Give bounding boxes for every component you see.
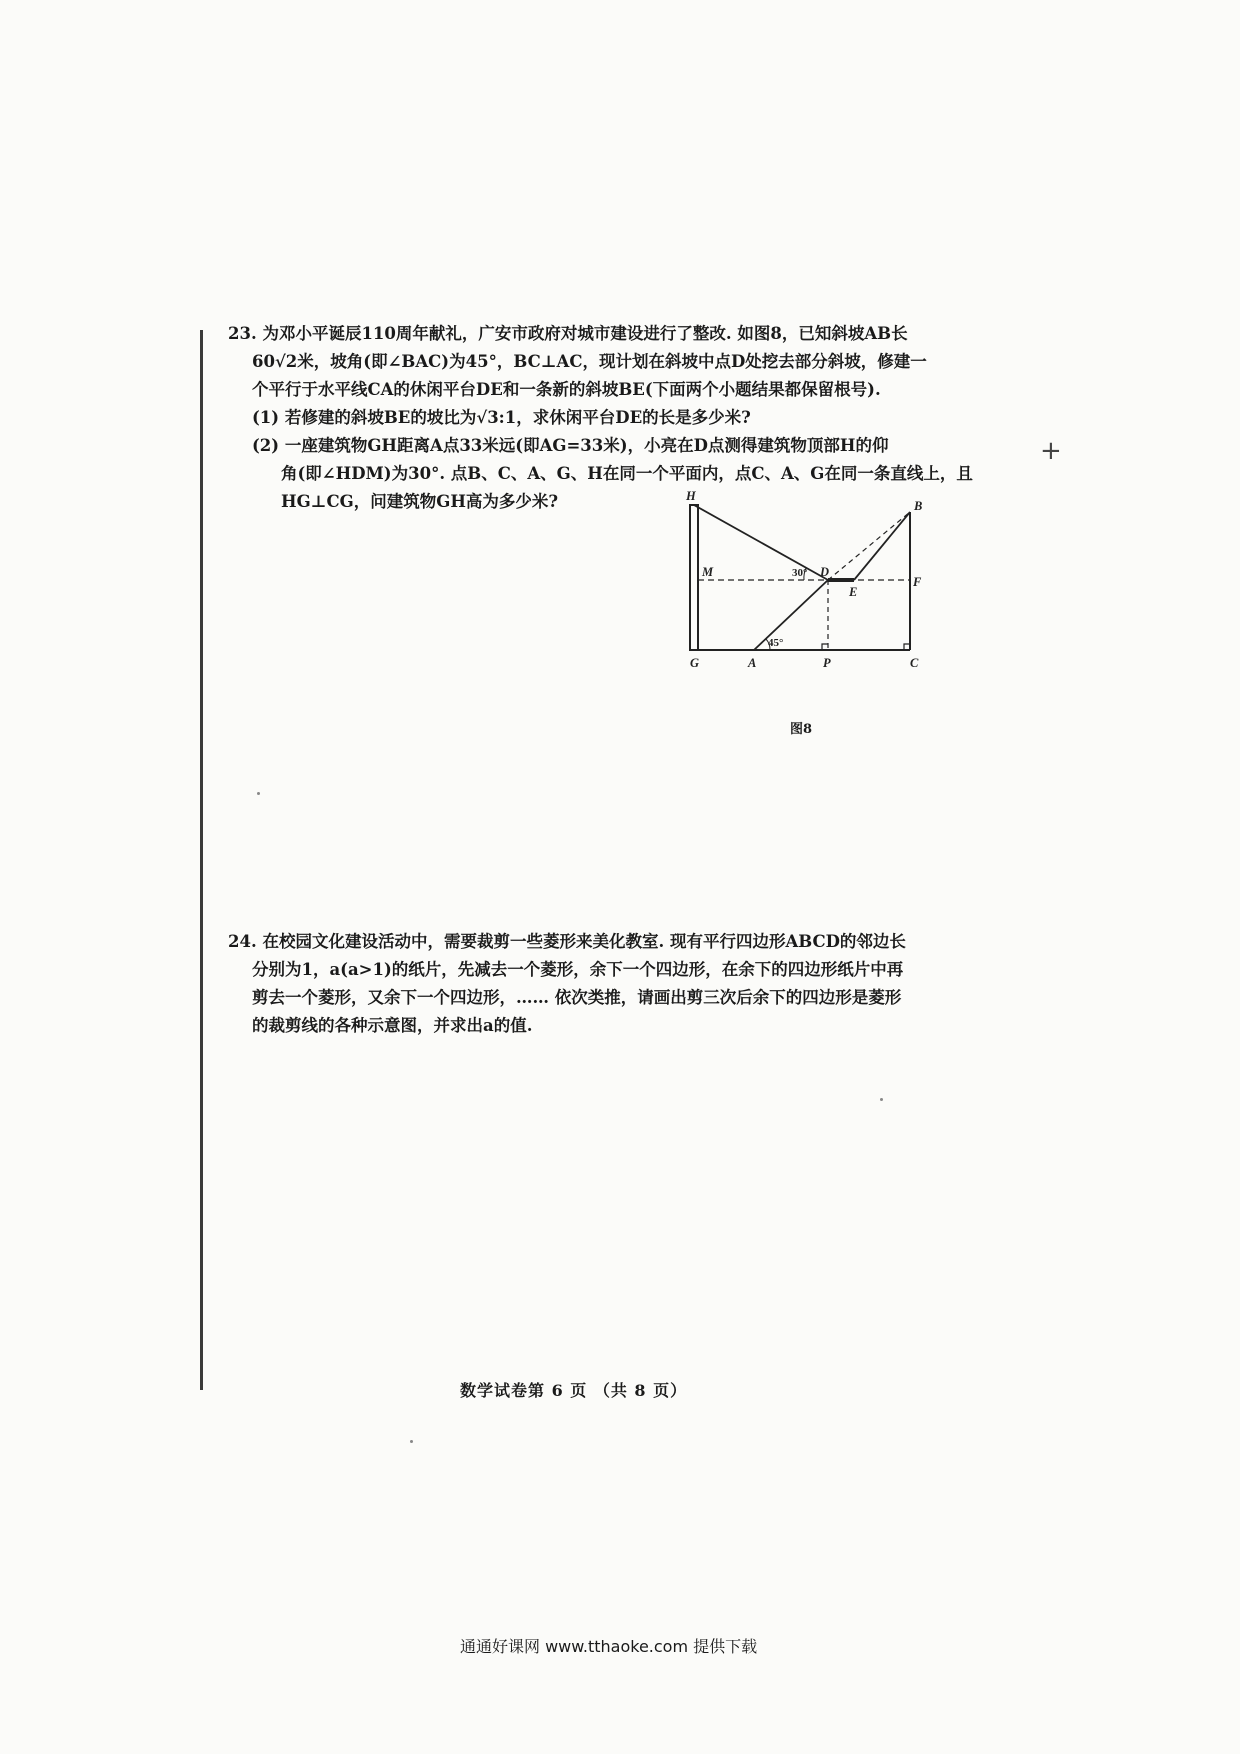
q23-subquestion-2-cont-1: 角(即∠HDM)为30°. 点B、C、A、G、H在同一个平面内，点C、A、G在同一条直线上，且 (281, 464, 973, 483)
label-d: D (820, 565, 830, 579)
scan-speck (880, 1098, 883, 1101)
figure-caption: 图8 (790, 722, 813, 737)
binding-margin-line (200, 330, 203, 1390)
label-h: H (686, 489, 696, 503)
label-m: M (702, 565, 714, 579)
page-number-footer: 数学试卷第 6 页 （共 8 页） (460, 1381, 688, 1400)
question-24 (228, 928, 928, 1040)
q23-subquestion-2: (2) 一座建筑物GH距离A点33米远(即AG=33米)，小亮在D点测得建筑物顶部H的仰 (252, 436, 889, 455)
q23-subquestion-2-cont-2: HG⊥CG，问建筑物GH高为多少米? (281, 492, 559, 511)
label-e: E (849, 585, 858, 599)
new-slope-eb (854, 512, 910, 580)
q24-line-3: 剪去一个菱形，又余下一个四边形，…… 依次类推，请画出剪三次后余下的四边形是菱形 (252, 988, 902, 1007)
label-p: P (823, 656, 831, 670)
sightline-hd (694, 505, 828, 580)
q23-line-1: 23. 为邓小平诞辰110周年献礼，广安市政府对城市建设进行了整改. 如图8，已知斜坡AB长 (228, 324, 908, 343)
label-b: B (914, 499, 923, 513)
q24-line-2: 分别为1，a(a>1)的纸片，先减去一个菱形，余下一个四边形，在余下的四边形纸片中再 (252, 960, 904, 979)
label-a: A (748, 656, 757, 670)
label-c: C (910, 656, 919, 670)
q23-line-3: 个平行于水平线CA的休闲平台DE和一条新的斜坡BE(下面两个小题结果都保留根号). (252, 380, 881, 399)
q23-line-2: 60√2米，坡角(即∠BAC)为45°，BC⊥AC，现计划在斜坡中点D处挖去部分斜坡，修建一 (252, 352, 927, 371)
scan-speck (410, 1440, 413, 1443)
figure-8 (682, 489, 932, 715)
label-g: G (690, 656, 700, 670)
scan-speck (257, 792, 260, 795)
q23-subquestion-1: (1) 若修建的斜坡BE的坡比为√3:1，求休闲平台DE的长是多少米? (252, 408, 751, 427)
angle-label-30: 30° (792, 567, 808, 579)
download-source-footer: 通通好课网 www.tthaoke.com 提供下载 (460, 1637, 758, 1656)
angle-label-45: 45° (768, 637, 784, 649)
slope-db-dashed (828, 512, 910, 580)
registration-mark: + (1040, 436, 1062, 466)
q24-line-1: 24. 在校园文化建设活动中，需要裁剪一些菱形来美化教室. 现有平行四边形ABCD的邻边长 (228, 932, 906, 951)
building-gh (690, 505, 698, 650)
q24-line-4: 的裁剪线的各种示意图，并求出a的值. (252, 1016, 533, 1035)
slope-ad (754, 580, 828, 650)
figure-8-diagram (682, 489, 932, 715)
label-f: F (913, 575, 922, 589)
question-23 (228, 320, 973, 516)
